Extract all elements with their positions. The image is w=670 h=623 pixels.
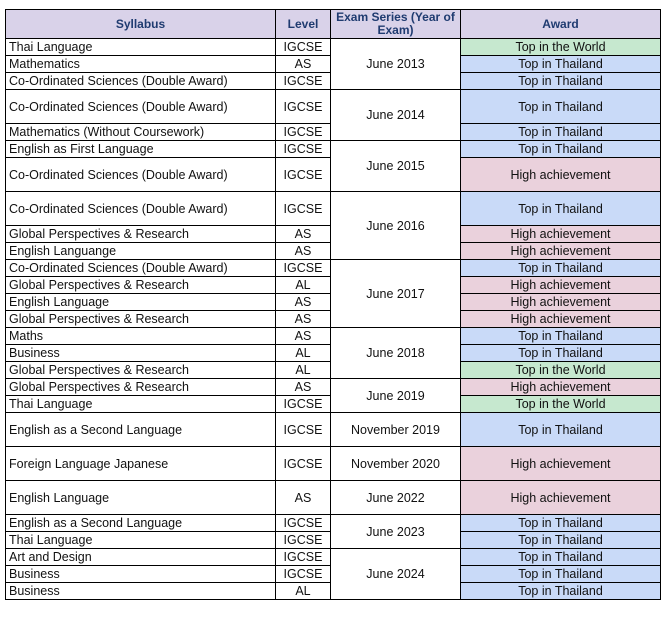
level-cell: IGCSE bbox=[276, 566, 331, 583]
syllabus-cell: Business bbox=[6, 345, 276, 362]
level-cell: IGCSE bbox=[276, 413, 331, 447]
table-row bbox=[6, 260, 661, 277]
award-cell: High achievement bbox=[461, 311, 661, 328]
exam-series-cell: June 2015 bbox=[331, 141, 461, 192]
award-cell: High achievement bbox=[461, 447, 661, 481]
level-cell: AS bbox=[276, 481, 331, 515]
exam-series-cell: November 2019 bbox=[331, 413, 461, 447]
award-cell: High achievement bbox=[461, 277, 661, 294]
level-cell: AS bbox=[276, 243, 331, 260]
table-body bbox=[6, 39, 661, 600]
table-row bbox=[6, 515, 661, 532]
syllabus-cell: Global Perspectives & Research bbox=[6, 226, 276, 243]
syllabus-cell: English as First Language bbox=[6, 141, 276, 158]
level-cell: AL bbox=[276, 345, 331, 362]
award-cell: Top in Thailand bbox=[461, 583, 661, 600]
exam-series-cell: June 2014 bbox=[331, 90, 461, 141]
level-cell: IGCSE bbox=[276, 39, 331, 56]
award-cell: Top in the World bbox=[461, 39, 661, 56]
level-cell: AS bbox=[276, 56, 331, 73]
level-cell: AS bbox=[276, 311, 331, 328]
header-award: Award bbox=[461, 10, 661, 39]
exam-series-cell: June 2013 bbox=[331, 39, 461, 90]
level-cell: IGCSE bbox=[276, 124, 331, 141]
syllabus-cell: Global Perspectives & Research bbox=[6, 362, 276, 379]
award-cell: High achievement bbox=[461, 294, 661, 311]
exam-series-cell: June 2018 bbox=[331, 328, 461, 379]
level-cell: AL bbox=[276, 277, 331, 294]
award-cell: Top in the World bbox=[461, 362, 661, 379]
level-cell: IGCSE bbox=[276, 73, 331, 90]
syllabus-cell: Maths bbox=[6, 328, 276, 345]
header-level: Level bbox=[276, 10, 331, 39]
level-cell: AS bbox=[276, 226, 331, 243]
award-cell: Top in Thailand bbox=[461, 328, 661, 345]
award-cell: Top in Thailand bbox=[461, 124, 661, 141]
syllabus-cell: Business bbox=[6, 566, 276, 583]
table-row bbox=[6, 328, 661, 345]
level-cell: AS bbox=[276, 328, 331, 345]
exam-series-cell: June 2019 bbox=[331, 379, 461, 413]
syllabus-cell: Co-Ordinated Sciences (Double Award) bbox=[6, 192, 276, 226]
table-row bbox=[6, 90, 661, 124]
syllabus-cell: Global Perspectives & Research bbox=[6, 277, 276, 294]
table-row bbox=[6, 192, 661, 226]
award-cell: Top in Thailand bbox=[461, 141, 661, 158]
level-cell: IGCSE bbox=[276, 532, 331, 549]
table-row bbox=[6, 39, 661, 56]
syllabus-cell: Co-Ordinated Sciences (Double Award) bbox=[6, 90, 276, 124]
level-cell: IGCSE bbox=[276, 158, 331, 192]
syllabus-cell: Foreign Language Japanese bbox=[6, 447, 276, 481]
level-cell: IGCSE bbox=[276, 141, 331, 158]
exam-series-cell: June 2023 bbox=[331, 515, 461, 549]
level-cell: IGCSE bbox=[276, 396, 331, 413]
awards-table bbox=[5, 9, 661, 600]
award-cell: Top in Thailand bbox=[461, 345, 661, 362]
exam-series-cell: June 2016 bbox=[331, 192, 461, 260]
syllabus-cell: Thai Language bbox=[6, 39, 276, 56]
exam-series-cell: June 2024 bbox=[331, 549, 461, 600]
header-exam-series: Exam Series (Year of Exam) bbox=[331, 10, 461, 39]
table-row bbox=[6, 413, 661, 447]
table-row bbox=[6, 141, 661, 158]
award-cell: Top in Thailand bbox=[461, 56, 661, 73]
syllabus-cell: Global Perspectives & Research bbox=[6, 311, 276, 328]
award-cell: Top in Thailand bbox=[461, 515, 661, 532]
level-cell: AS bbox=[276, 379, 331, 396]
level-cell: AL bbox=[276, 362, 331, 379]
table-row bbox=[6, 481, 661, 515]
syllabus-cell: English as a Second Language bbox=[6, 515, 276, 532]
syllabus-cell: English Languange bbox=[6, 243, 276, 260]
table-row bbox=[6, 447, 661, 481]
award-cell: High achievement bbox=[461, 481, 661, 515]
award-cell: Top in Thailand bbox=[461, 192, 661, 226]
award-cell: Top in Thailand bbox=[461, 73, 661, 90]
exam-series-cell: November 2020 bbox=[331, 447, 461, 481]
award-cell: Top in Thailand bbox=[461, 260, 661, 277]
syllabus-cell: English Language bbox=[6, 481, 276, 515]
syllabus-cell: Mathematics (Without Coursework) bbox=[6, 124, 276, 141]
exam-series-cell: June 2017 bbox=[331, 260, 461, 328]
award-cell: Top in the World bbox=[461, 396, 661, 413]
award-cell: High achievement bbox=[461, 158, 661, 192]
syllabus-cell: Art and Design bbox=[6, 549, 276, 566]
table-header bbox=[6, 10, 661, 39]
syllabus-cell: Business bbox=[6, 583, 276, 600]
level-cell: IGCSE bbox=[276, 447, 331, 481]
level-cell: IGCSE bbox=[276, 260, 331, 277]
syllabus-cell: Thai Language bbox=[6, 396, 276, 413]
header-syllabus: Syllabus bbox=[6, 10, 276, 39]
level-cell: IGCSE bbox=[276, 192, 331, 226]
syllabus-cell: Global Perspectives & Research bbox=[6, 379, 276, 396]
table-row bbox=[6, 379, 661, 396]
syllabus-cell: English as a Second Language bbox=[6, 413, 276, 447]
award-cell: Top in Thailand bbox=[461, 566, 661, 583]
syllabus-cell: Co-Ordinated Sciences (Double Award) bbox=[6, 260, 276, 277]
syllabus-cell: Thai Language bbox=[6, 532, 276, 549]
level-cell: IGCSE bbox=[276, 515, 331, 532]
award-cell: Top in Thailand bbox=[461, 90, 661, 124]
syllabus-cell: Co-Ordinated Sciences (Double Award) bbox=[6, 73, 276, 90]
syllabus-cell: Co-Ordinated Sciences (Double Award) bbox=[6, 158, 276, 192]
award-cell: Top in Thailand bbox=[461, 532, 661, 549]
level-cell: AL bbox=[276, 583, 331, 600]
award-cell: Top in Thailand bbox=[461, 413, 661, 447]
award-cell: Top in Thailand bbox=[461, 549, 661, 566]
syllabus-cell: Mathematics bbox=[6, 56, 276, 73]
exam-series-cell: June 2022 bbox=[331, 481, 461, 515]
syllabus-cell: English Language bbox=[6, 294, 276, 311]
award-cell: High achievement bbox=[461, 379, 661, 396]
level-cell: IGCSE bbox=[276, 549, 331, 566]
level-cell: AS bbox=[276, 294, 331, 311]
level-cell: IGCSE bbox=[276, 90, 331, 124]
award-cell: High achievement bbox=[461, 226, 661, 243]
table-row bbox=[6, 549, 661, 566]
award-cell: High achievement bbox=[461, 243, 661, 260]
